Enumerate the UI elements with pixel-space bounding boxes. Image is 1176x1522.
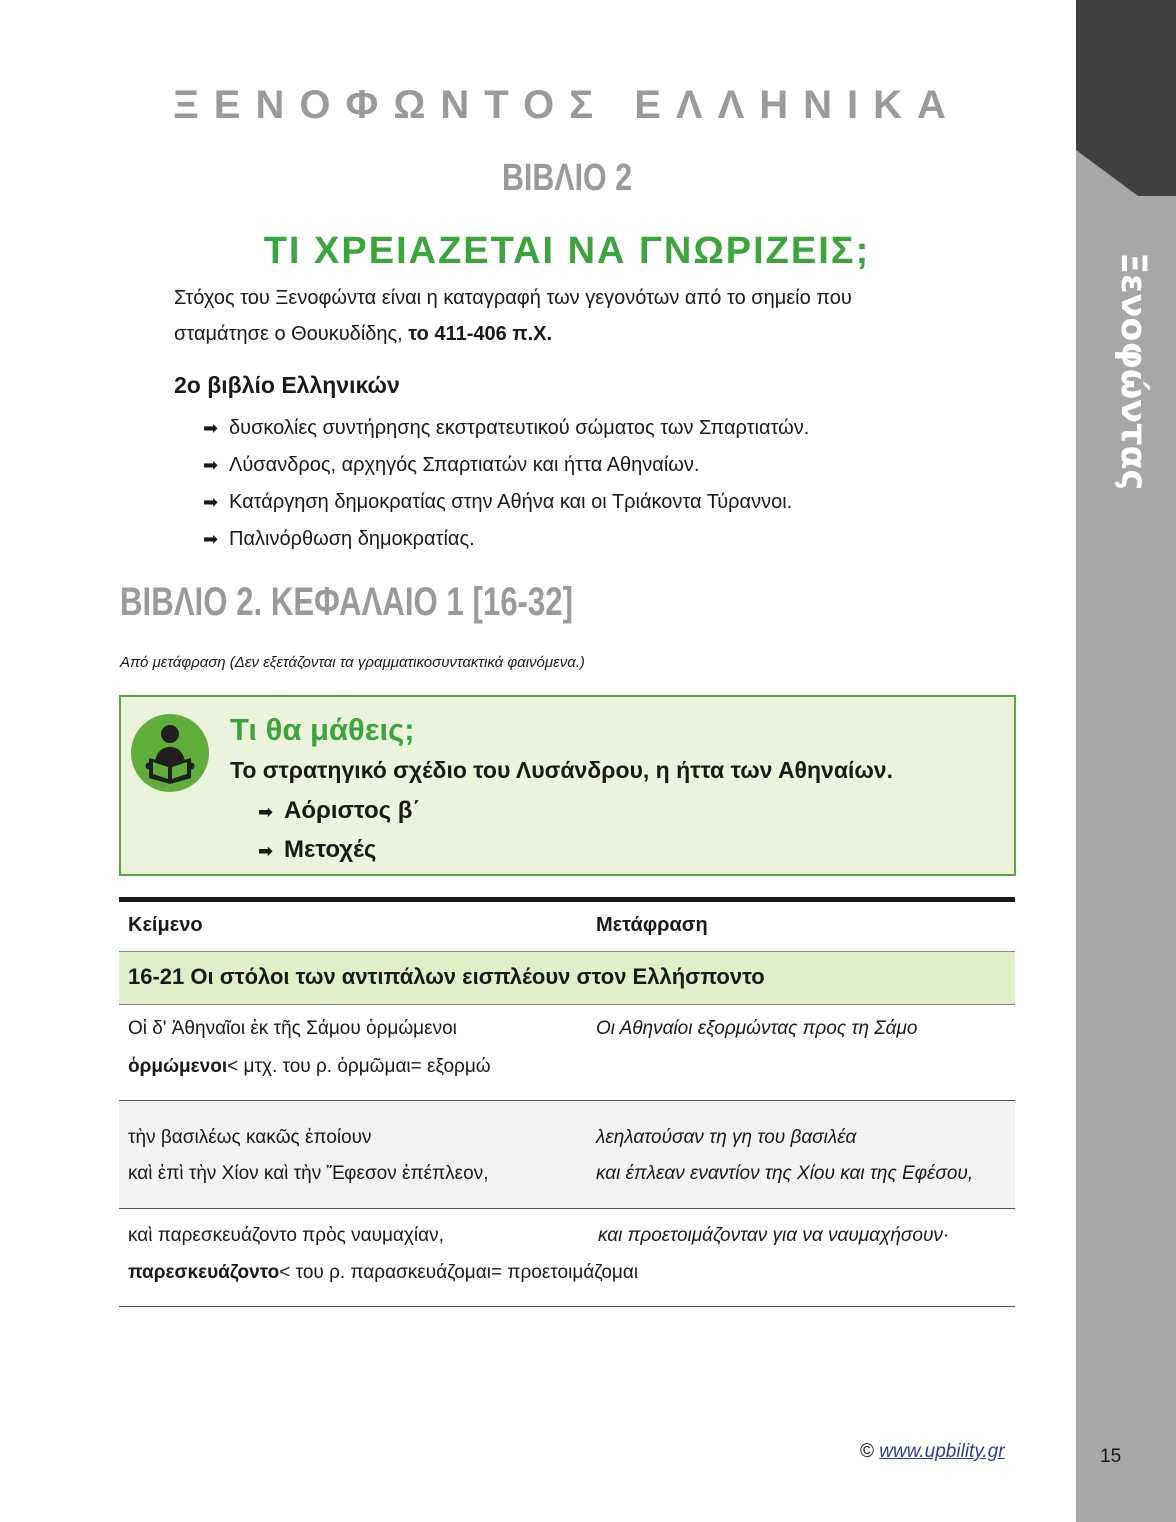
list-item-text: δυσκολίες συντήρησης εκστρατευτικού σώματος των Σπαρτιατών. (229, 417, 810, 439)
copyright-text: © (860, 1441, 880, 1462)
intro-dates: το 411-406 π.Χ. (408, 323, 553, 345)
greek-text: Οἱ δ' Ἀθηναῖοι ἐκ τῆς Σάμου ὁρμώμενοι (128, 1018, 457, 1039)
grammar-note (128, 1056, 491, 1078)
intro-paragraph (174, 280, 974, 352)
learn-title: Τι θα μάθεις; (230, 712, 415, 747)
translation-text: και προετοιμάζονταν για να ναυμαχήσουν· (598, 1225, 950, 1246)
arrow-right-icon: ➡ (203, 455, 219, 475)
footer (860, 1441, 1005, 1463)
intro-line-2 (174, 316, 974, 352)
list-item-text: Κατάργηση δημοκρατίας στην Αθήνα και οι Τριάκοντα Τύραννοι. (229, 491, 793, 513)
column-header-translation: Μετάφραση (596, 914, 708, 936)
grammar-note-word: ὁρμώμενοι (128, 1056, 228, 1077)
website-link[interactable]: www.upbility.gr (879, 1441, 1005, 1462)
list-item-text: Παλινόρθωση δημοκρατίας. (229, 528, 475, 550)
list-item (258, 792, 420, 831)
table-row (119, 1101, 1015, 1209)
arrow-right-icon: ➡ (203, 529, 219, 549)
book-subtitle: ΒΙΒΛΙΟ 2 (501, 157, 633, 199)
chapter-title: ΒΙΒΛΙΟ 2. ΚΕΦΑΛΑΙΟ 1 [16-32] (120, 580, 574, 624)
chapter-note: Από μετάφραση (Δεν εξετάζονται τα γραμματικοσυντακτικά φαινόμενα.) (120, 654, 585, 671)
arrow-right-icon: ➡ (258, 802, 274, 822)
topics-list (203, 410, 809, 558)
table-section-row (119, 951, 1015, 1005)
list-item (203, 447, 809, 484)
learn-box (119, 695, 1016, 876)
table-top-rule (119, 897, 1015, 902)
greek-text: καὶ παρεσκευάζοντο πρὸς ναυμαχίαν, (128, 1225, 444, 1246)
grammar-note-word: παρεσκευάζοντο (128, 1262, 280, 1283)
greek-text: τὴν βασιλέως κακῶς ἐποίουν (128, 1127, 372, 1148)
arrow-right-icon: ➡ (203, 418, 219, 438)
translation-text: Οι Αθηναίοι εξορμώντας προς τη Σάμο (596, 1018, 918, 1039)
list-item (203, 410, 809, 447)
grammar-note-text: < μτχ. του ρ. ὁρμῶμαι= εξορμώ (227, 1056, 491, 1077)
list-item (258, 831, 420, 870)
side-tab-title: Ξενοφώντας (1113, 252, 1153, 491)
need-to-know-heading: ΤΙ ΧΡΕΙΑΖΕΤΑΙ ΝΑ ΓΝΩΡΙΖΕΙΣ; (263, 230, 871, 272)
list-item-text: Λύσανδρος, αρχηγός Σπαρτιατών και ήττα Αθηναίων. (229, 454, 700, 476)
table-row (119, 1004, 1015, 1101)
list-item-text: Αόριστος β΄ (284, 797, 421, 824)
translation-text: λεηλατούσαν τη γη του βασιλέα (596, 1127, 857, 1148)
list-item (203, 521, 809, 558)
greek-text: καὶ ἐπὶ τὴν Χίον καὶ τὴν Ἔφεσον ἐπέπλεον, (128, 1163, 489, 1184)
learn-list (258, 792, 420, 870)
table-row (119, 1209, 1015, 1307)
page-number: 15 (1100, 1446, 1122, 1467)
reading-person-icon (131, 714, 209, 792)
section-title: 2ο βιβλίο Ελληνικών (174, 372, 400, 398)
grammar-note (128, 1262, 638, 1284)
book-title: ΞΕΝΟΦΩΝΤΟΣ ΕΛΛΗΝΙΚΑ (173, 83, 961, 127)
learn-subtitle: Το στρατηγικό σχέδιο του Λυσάνδρου, η ήττα των Αθηναίων. (230, 757, 893, 783)
list-item (203, 484, 809, 521)
arrow-right-icon: ➡ (258, 841, 274, 861)
list-item-text: Μετοχές (284, 836, 377, 863)
table-section-title: 16-21 Οι στόλοι των αντιπάλων εισπλέουν στον Ελλήσποντο (128, 964, 765, 989)
translation-text: και έπλεαν εναντίον της Χίου και της Εφέσου, (596, 1163, 974, 1184)
intro-text: σταμάτησε ο Θουκυδίδης, (174, 323, 409, 345)
column-header-text: Κείμενο (128, 914, 203, 936)
grammar-note-text: < του ρ. παρασκευάζομαι= προετοιμάζομαι (279, 1262, 639, 1283)
arrow-right-icon: ➡ (203, 492, 219, 512)
intro-line-1: Στόχος του Ξενοφώντα είναι η καταγραφή των γεγονότων από το σημείο που (174, 287, 852, 309)
